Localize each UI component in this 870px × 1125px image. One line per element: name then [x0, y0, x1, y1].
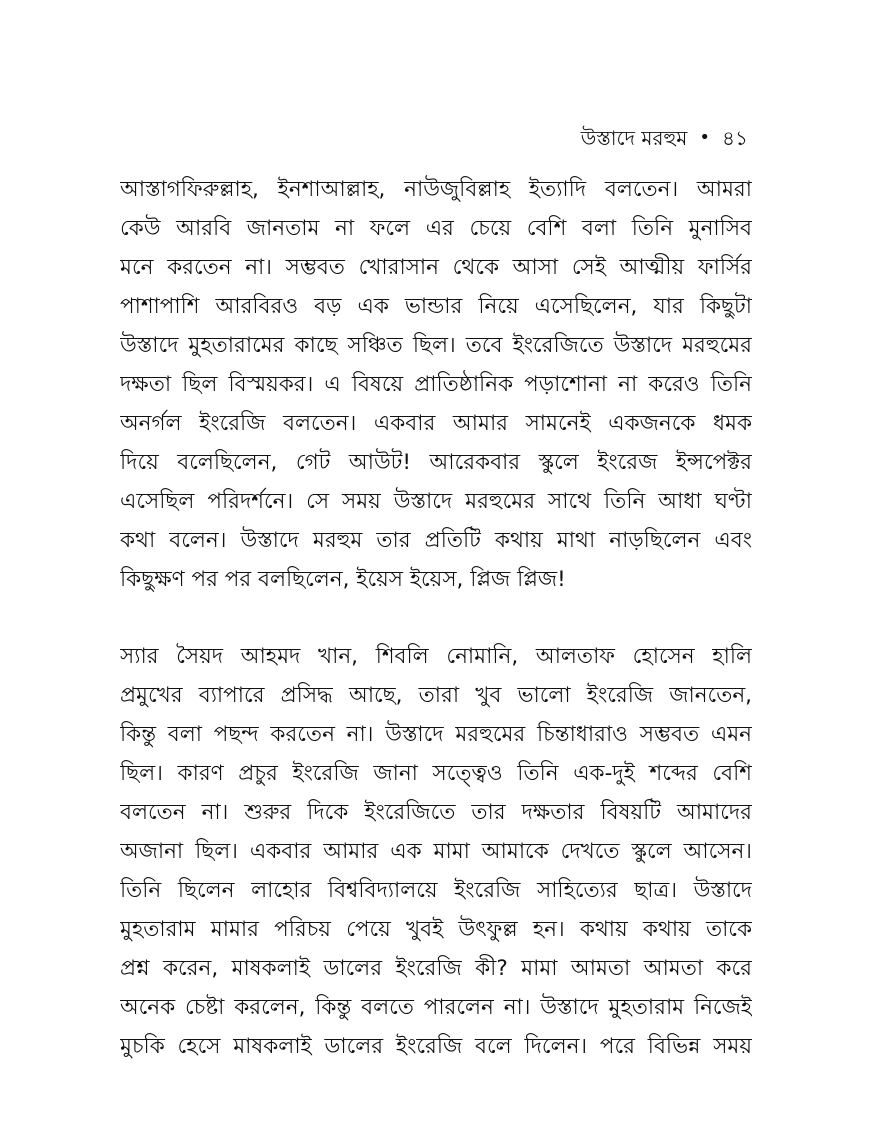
text-line: কিছুক্ষণ পর পর বলছিলেন, ইয়েস ইয়েস, প্লিজ প্লিজ!	[120, 567, 566, 592]
text-line: মুচকি হেসে মাষকলাই ডালের ইংরেজি বলে দিলেন। পরে বিভিন্ন সময়	[120, 1034, 752, 1059]
text-line: কেউ আরবি জানতাম না ফলে এর চেয়ে বেশি বলা তিনি মুনাসিব	[120, 216, 752, 241]
text-line: ছিল। কারণ প্রচুর ইংরেজি জানা সত্ত্বেও তিনি এক-দুই শব্দের বেশি	[120, 761, 752, 786]
body-text	[120, 170, 752, 1066]
text-line: তিনি ছিলেন লাহোর বিশ্ববিদ্যালয়ে ইংরেজি সাহিত্যের ছাত্র। উস্তাদে	[120, 878, 752, 903]
text-line: পাশাপাশি আরবিরও বড় এক ভান্ডার নিয়ে এসেছিলেন, যার কিছুটা	[120, 294, 752, 319]
header-separator: •	[699, 127, 711, 148]
text-line: মনে করতেন না। সম্ভবত খোরাসান থেকে আসা সেই আত্মীয় ফার্সির	[120, 255, 752, 280]
chapter-title: উস্তাদে মরহুম	[580, 126, 688, 150]
text-line: কথা বলেন। উস্তাদে মরহুম তার প্রতিটি কথায় মাথা নাড়ছিলেন এবং	[120, 528, 752, 553]
text-line: দিয়ে বলেছিলেন, গেট আউট! আরেকবার স্কুলে ইংরেজ ইন্সপেক্টর	[120, 450, 752, 475]
page-number: ৪১	[722, 126, 748, 150]
text-line: দক্ষতা ছিল বিস্ময়কর। এ বিষয়ে প্রাতিষ্ঠানিক পড়াশোনা না করেও তিনি	[120, 372, 752, 397]
text-line: প্রমুখের ব্যাপারে প্রসিদ্ধ আছে, তারা খুব ভালো ইংরেজি জানতেন,	[120, 683, 752, 708]
running-header	[581, 124, 748, 152]
paragraph-1	[120, 170, 752, 599]
text-line: বলতেন না। শুরুর দিকে ইংরেজিতে তার দক্ষতার বিষয়টি আমাদের	[120, 800, 752, 825]
text-line: অজানা ছিল। একবার আমার এক মামা আমাকে দেখতে স্কুলে আসেন।	[120, 839, 752, 864]
text-line: অনর্গল ইংরেজি বলতেন। একবার আমার সামনেই একজনকে ধমক	[120, 411, 752, 436]
text-line: মুহতারাম মামার পরিচয় পেয়ে খুবই উৎফুল্ল হন। কথায় কথায় তাকে	[120, 917, 752, 942]
text-line: প্রশ্ন করেন, মাষকলাই ডালের ইংরেজি কী? মামা আমতা আমতা করে	[120, 956, 752, 981]
text-line: এসেছিল পরিদর্শনে। সে সময় উস্তাদে মরহুমের সাথে তিনি আধা ঘণ্টা	[120, 489, 752, 514]
text-line: আস্তাগফিরুল্লাহ, ইনশাআল্লাহ, নাউজুবিল্লাহ ইত্যাদি বলতেন। আমরা	[120, 177, 752, 202]
text-line: কিন্তু বলা পছন্দ করতেন না। উস্তাদে মরহুমের চিন্তাধারাও সম্ভবত এমন	[120, 722, 752, 747]
paragraph-2	[120, 637, 752, 1066]
text-line: স্যার সৈয়দ আহমদ খান, শিবলি নোমানি, আলতাফ হোসেন হালি	[120, 644, 752, 669]
text-line: উস্তাদে মুহতারামের কাছে সঞ্চিত ছিল। তবে ইংরেজিতে উস্তাদে মরহুমের	[120, 333, 752, 358]
text-line: অনেক চেষ্টা করলেন, কিন্তু বলতে পারলেন না। উস্তাদে মুহতারাম নিজেই	[120, 995, 752, 1020]
